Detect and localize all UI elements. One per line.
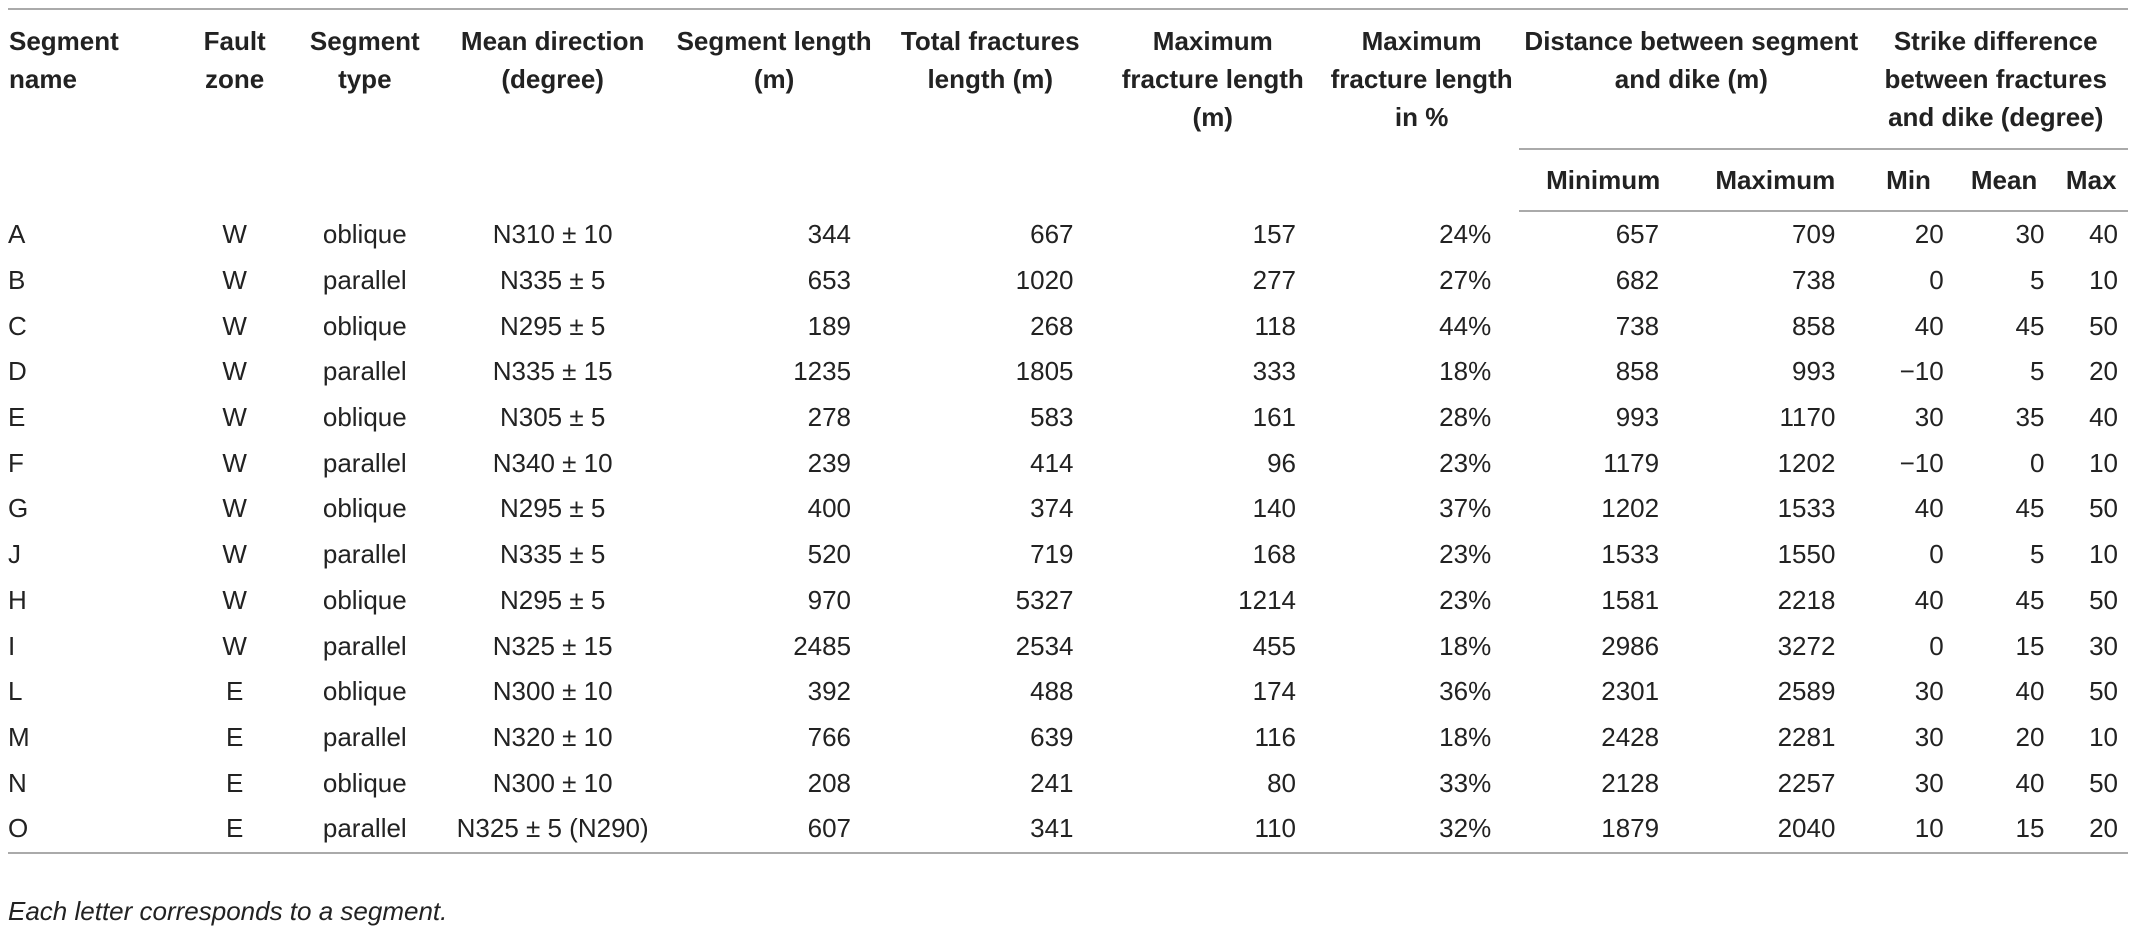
cell-max-fracture-length-pct: 36% bbox=[1439, 676, 1492, 707]
cell-fault-zone: W bbox=[222, 265, 247, 296]
cell-fault-zone: E bbox=[226, 676, 244, 707]
cell-mean-direction: N295 ± 5 bbox=[499, 584, 606, 615]
cell-max-fracture-length: 80 bbox=[1267, 767, 1296, 798]
cell-segment-length: 344 bbox=[807, 218, 852, 249]
cell-max-fracture-length: 161 bbox=[1252, 402, 1296, 433]
cell-distance-minimum: 1202 bbox=[1601, 493, 1660, 524]
cell-max-fracture-length: 118 bbox=[1254, 310, 1296, 341]
cell-max-fracture-length-pct: 44% bbox=[1439, 310, 1492, 341]
cell-distance-maximum: 2040 bbox=[1687, 806, 1863, 853]
cell-max-fracture-length-pct: 23% bbox=[1439, 447, 1492, 478]
cell-strike-max: 40 bbox=[2089, 219, 2118, 250]
table-row bbox=[8, 806, 2128, 853]
cell-segment-type: parallel bbox=[322, 721, 407, 752]
table-row bbox=[8, 486, 2128, 532]
cell-distance-maximum: 709 bbox=[1792, 219, 1836, 250]
cell-segment-name: H bbox=[8, 584, 27, 615]
cell-mean-direction: N335 ± 5 bbox=[499, 539, 606, 570]
table-row bbox=[8, 349, 2128, 395]
table-row bbox=[8, 669, 2128, 715]
cell-fault-zone: E bbox=[176, 806, 294, 853]
cell-strike-min: 20 bbox=[1914, 219, 1944, 250]
cell-strike-min: 30 bbox=[1914, 721, 1944, 752]
cell-segment-type: oblique bbox=[322, 310, 407, 341]
cell-strike-mean: 45 bbox=[2015, 493, 2045, 524]
cell-segment-name: G bbox=[8, 493, 29, 524]
table-row bbox=[8, 623, 2128, 669]
cell-strike-mean: 40 bbox=[2015, 676, 2045, 707]
cell-fault-zone: W bbox=[222, 218, 247, 249]
cell-max-fracture-length: 1214 bbox=[1238, 584, 1296, 615]
cell-fault-zone: W bbox=[222, 402, 247, 433]
cell-distance-minimum: 2986 bbox=[1601, 630, 1660, 661]
table-row bbox=[8, 715, 2128, 761]
cell-fault-zone: E bbox=[226, 767, 244, 798]
cell-segment-name: A bbox=[8, 218, 26, 249]
cell-strike-mean: 40 bbox=[2015, 767, 2045, 798]
cell-segment-type: parallel bbox=[293, 806, 436, 853]
cell-segment-type: oblique bbox=[322, 767, 407, 798]
cell-max-fracture-length: 157 bbox=[1252, 218, 1296, 249]
cell-strike-mean: 20 bbox=[2015, 721, 2045, 752]
cell-segment-type: parallel bbox=[322, 265, 407, 296]
cell-segment-name: B bbox=[8, 265, 26, 296]
cell-strike-max: 20 bbox=[2054, 806, 2128, 853]
cell-segment-name: N bbox=[8, 767, 27, 798]
cell-strike-max: 10 bbox=[2089, 721, 2118, 752]
cell-max-fracture-length: 116 bbox=[1254, 721, 1296, 752]
cell-mean-direction: N305 ± 5 bbox=[499, 402, 606, 433]
table-row bbox=[8, 440, 2128, 486]
cell-max-fracture-length-pct: 23% bbox=[1439, 584, 1492, 615]
cell-total-fractures-length: 583 bbox=[1030, 402, 1074, 433]
cell-strike-mean: 15 bbox=[1954, 806, 2055, 853]
cell-segment-name: J bbox=[8, 539, 21, 570]
cell-strike-mean: 5 bbox=[2029, 539, 2045, 570]
cell-total-fractures-length: 5327 bbox=[1015, 584, 1074, 615]
cell-segment-type: oblique bbox=[322, 402, 407, 433]
header-segment-type: Segment type bbox=[293, 9, 436, 211]
cell-strike-mean: 15 bbox=[2015, 630, 2045, 661]
cell-max-fracture-length-pct: 28% bbox=[1439, 402, 1492, 433]
header-segment-length: Segment length (m) bbox=[669, 9, 879, 211]
header-max-fracture-length: Maximum fracture length (m) bbox=[1102, 9, 1324, 211]
cell-total-fractures-length: 1805 bbox=[1015, 356, 1074, 387]
cell-segment-type: parallel bbox=[322, 630, 407, 661]
cell-max-fracture-length: 174 bbox=[1252, 676, 1296, 707]
cell-fault-zone: E bbox=[226, 721, 244, 752]
cell-fault-zone: W bbox=[222, 447, 247, 478]
cell-strike-max: 50 bbox=[2089, 584, 2118, 615]
cell-mean-direction: N325 ± 15 bbox=[492, 630, 613, 661]
cell-total-fractures-length: 268 bbox=[1030, 310, 1074, 341]
cell-segment-name: L bbox=[8, 676, 23, 707]
cell-distance-maximum: 1202 bbox=[1777, 447, 1836, 478]
cell-total-fractures-length: 1020 bbox=[1015, 265, 1074, 296]
cell-distance-maximum: 1170 bbox=[1779, 402, 1836, 433]
table-row bbox=[8, 211, 2128, 258]
cell-segment-length: 653 bbox=[807, 265, 852, 296]
cell-total-fractures-length: 414 bbox=[1030, 447, 1074, 478]
cell-max-fracture-length: 168 bbox=[1252, 539, 1296, 570]
cell-mean-direction: N300 ± 10 bbox=[492, 767, 613, 798]
cell-strike-mean: 45 bbox=[2015, 310, 2045, 341]
cell-fault-zone: W bbox=[222, 310, 247, 341]
cell-segment-type: parallel bbox=[322, 356, 407, 387]
cell-fault-zone: W bbox=[222, 539, 247, 570]
cell-distance-minimum: 738 bbox=[1615, 310, 1660, 341]
cell-strike-max: 50 bbox=[2089, 767, 2118, 798]
cell-segment-type: oblique bbox=[322, 584, 407, 615]
cell-strike-max: 10 bbox=[2089, 539, 2118, 570]
cell-mean-direction: N300 ± 10 bbox=[492, 676, 613, 707]
cell-distance-minimum: 2301 bbox=[1601, 676, 1660, 707]
cell-fault-zone: W bbox=[222, 630, 247, 661]
cell-total-fractures-length: 341 bbox=[879, 806, 1101, 853]
cell-total-fractures-length: 241 bbox=[1030, 767, 1074, 798]
cell-strike-max: 50 bbox=[2089, 493, 2118, 524]
cell-strike-max: 10 bbox=[2089, 447, 2118, 478]
cell-strike-min: −10 bbox=[1899, 356, 1944, 387]
cell-segment-name: E bbox=[8, 402, 26, 433]
cell-strike-min: −10 bbox=[1899, 447, 1944, 478]
cell-distance-maximum: 858 bbox=[1792, 310, 1836, 341]
cell-strike-min: 10 bbox=[1863, 806, 1953, 853]
cell-distance-maximum: 738 bbox=[1792, 265, 1836, 296]
cell-strike-mean: 0 bbox=[2029, 447, 2045, 478]
cell-segment-name: D bbox=[8, 356, 27, 387]
cell-max-fracture-length: 277 bbox=[1252, 265, 1296, 296]
cell-mean-direction: N335 ± 15 bbox=[492, 356, 613, 387]
cell-segment-name: O bbox=[8, 806, 176, 853]
cell-strike-mean: 35 bbox=[2015, 402, 2045, 433]
cell-max-fracture-length-pct: 27% bbox=[1439, 265, 1492, 296]
cell-segment-type: oblique bbox=[322, 218, 407, 249]
cell-strike-max: 50 bbox=[2089, 676, 2118, 707]
cell-strike-max: 40 bbox=[2089, 402, 2118, 433]
cell-distance-minimum: 1581 bbox=[1601, 584, 1660, 615]
table-row bbox=[8, 578, 2128, 624]
cell-segment-name: I bbox=[8, 630, 16, 661]
cell-total-fractures-length: 488 bbox=[1030, 676, 1074, 707]
cell-segment-length: 607 bbox=[669, 806, 879, 853]
cell-segment-length: 766 bbox=[807, 721, 852, 752]
header-fault-zone: Fault zone bbox=[176, 9, 294, 211]
cell-segment-type: oblique bbox=[322, 493, 407, 524]
cell-max-fracture-length-pct: 37% bbox=[1439, 493, 1492, 524]
cell-distance-minimum: 2128 bbox=[1601, 767, 1660, 798]
cell-segment-length: 208 bbox=[807, 767, 852, 798]
cell-mean-direction: N320 ± 10 bbox=[492, 721, 613, 752]
table-row bbox=[8, 395, 2128, 441]
table-row bbox=[8, 303, 2128, 349]
cell-strike-max: 50 bbox=[2089, 310, 2118, 341]
cell-distance-maximum: 2281 bbox=[1777, 721, 1836, 752]
cell-segment-type: parallel bbox=[322, 447, 407, 478]
cell-strike-mean: 30 bbox=[2015, 219, 2045, 250]
cell-max-fracture-length-pct: 18% bbox=[1439, 630, 1492, 661]
cell-max-fracture-length-pct: 33% bbox=[1439, 767, 1492, 798]
cell-strike-min: 30 bbox=[1914, 767, 1944, 798]
cell-strike-min: 30 bbox=[1914, 402, 1944, 433]
cell-distance-maximum: 1533 bbox=[1777, 493, 1836, 524]
cell-max-fracture-length: 110 bbox=[1102, 806, 1324, 853]
cell-max-fracture-length-pct: 32% bbox=[1324, 806, 1519, 853]
table-footnote: Each letter corresponds to a segment. bbox=[8, 896, 448, 926]
header-strike-group: Strike difference between fractures and dike (degree) bbox=[1863, 9, 2128, 149]
table-header bbox=[8, 9, 2128, 211]
cell-strike-mean: 5 bbox=[2029, 356, 2045, 387]
cell-strike-min: 40 bbox=[1914, 310, 1944, 341]
cell-strike-mean: 45 bbox=[2015, 584, 2045, 615]
cell-strike-mean: 5 bbox=[2029, 265, 2045, 296]
cell-segment-length: 400 bbox=[807, 493, 852, 524]
table-body bbox=[8, 211, 2128, 853]
cell-segment-type: parallel bbox=[322, 539, 407, 570]
cell-total-fractures-length: 667 bbox=[1030, 218, 1074, 249]
cell-segment-length: 239 bbox=[807, 447, 852, 478]
cell-mean-direction: N295 ± 5 bbox=[499, 310, 606, 341]
header-distance-group: Distance between segment and dike (m) bbox=[1519, 9, 1863, 149]
cell-segment-name: C bbox=[8, 310, 27, 341]
header-mean-direction: Mean direction (degree) bbox=[436, 9, 669, 211]
cell-distance-minimum: 2428 bbox=[1601, 721, 1660, 752]
cell-max-fracture-length: 96 bbox=[1267, 447, 1296, 478]
cell-distance-maximum: 3272 bbox=[1777, 630, 1836, 661]
cell-fault-zone: W bbox=[222, 493, 247, 524]
header-strike-min: Min bbox=[1863, 149, 1953, 211]
header-segment-name: Segment name bbox=[8, 9, 176, 211]
cell-segment-length: 1235 bbox=[793, 356, 852, 387]
cell-fault-zone: W bbox=[222, 584, 247, 615]
cell-mean-direction: N310 ± 10 bbox=[492, 218, 613, 249]
cell-strike-min: 40 bbox=[1914, 493, 1944, 524]
cell-mean-direction: N340 ± 10 bbox=[492, 447, 613, 478]
cell-strike-max: 30 bbox=[2089, 630, 2118, 661]
cell-distance-minimum: 1879 bbox=[1519, 806, 1687, 853]
cell-segment-length: 2485 bbox=[793, 630, 852, 661]
cell-strike-min: 0 bbox=[1929, 539, 1944, 570]
cell-distance-minimum: 1533 bbox=[1601, 539, 1660, 570]
cell-strike-min: 0 bbox=[1929, 630, 1944, 661]
cell-segment-name: M bbox=[8, 721, 30, 752]
cell-strike-max: 20 bbox=[2089, 356, 2118, 387]
cell-distance-minimum: 858 bbox=[1615, 356, 1660, 387]
cell-mean-direction: N295 ± 5 bbox=[499, 493, 606, 524]
segment-table bbox=[8, 8, 2128, 854]
cell-distance-maximum: 993 bbox=[1792, 356, 1836, 387]
cell-strike-min: 0 bbox=[1929, 265, 1944, 296]
header-distance-maximum: Maximum bbox=[1687, 149, 1863, 211]
cell-mean-direction: N335 ± 5 bbox=[499, 265, 606, 296]
cell-distance-minimum: 682 bbox=[1615, 265, 1660, 296]
table-row bbox=[8, 532, 2128, 578]
header-total-fractures-length: Total fractures length (m) bbox=[879, 9, 1101, 211]
cell-segment-name: F bbox=[8, 447, 24, 478]
cell-distance-maximum: 2589 bbox=[1777, 676, 1836, 707]
cell-max-fracture-length-pct: 24% bbox=[1439, 218, 1492, 249]
cell-segment-type: oblique bbox=[322, 676, 407, 707]
cell-strike-max: 10 bbox=[2089, 265, 2118, 296]
cell-distance-minimum: 1179 bbox=[1603, 447, 1660, 478]
cell-segment-length: 970 bbox=[807, 584, 852, 615]
cell-strike-min: 30 bbox=[1914, 676, 1944, 707]
table-row bbox=[8, 760, 2128, 806]
cell-max-fracture-length: 333 bbox=[1252, 356, 1296, 387]
cell-fault-zone: W bbox=[222, 356, 247, 387]
cell-total-fractures-length: 374 bbox=[1030, 493, 1074, 524]
header-strike-max: Max bbox=[2054, 149, 2128, 211]
cell-segment-length: 520 bbox=[807, 539, 852, 570]
cell-max-fracture-length-pct: 18% bbox=[1439, 356, 1492, 387]
cell-mean-direction: N325 ± 5 (N290) bbox=[436, 806, 669, 853]
cell-segment-length: 189 bbox=[807, 310, 852, 341]
cell-distance-maximum: 1550 bbox=[1777, 539, 1836, 570]
header-strike-mean: Mean bbox=[1954, 149, 2055, 211]
header-max-fracture-length-pct: Maximum fracture length in % bbox=[1324, 9, 1519, 211]
cell-max-fracture-length: 455 bbox=[1252, 630, 1296, 661]
cell-total-fractures-length: 719 bbox=[1030, 539, 1074, 570]
cell-max-fracture-length-pct: 18% bbox=[1439, 721, 1492, 752]
cell-total-fractures-length: 639 bbox=[1030, 721, 1074, 752]
cell-distance-maximum: 2218 bbox=[1777, 584, 1836, 615]
cell-total-fractures-length: 2534 bbox=[1015, 630, 1074, 661]
cell-distance-minimum: 657 bbox=[1615, 219, 1660, 250]
header-distance-minimum: Minimum bbox=[1519, 149, 1687, 211]
cell-max-fracture-length: 140 bbox=[1252, 493, 1296, 524]
cell-max-fracture-length-pct: 23% bbox=[1439, 539, 1492, 570]
cell-distance-minimum: 993 bbox=[1615, 402, 1660, 433]
cell-distance-maximum: 2257 bbox=[1777, 767, 1836, 798]
cell-strike-min: 40 bbox=[1914, 584, 1944, 615]
cell-segment-length: 278 bbox=[807, 402, 852, 433]
cell-segment-length: 392 bbox=[807, 676, 852, 707]
table-row bbox=[8, 258, 2128, 304]
